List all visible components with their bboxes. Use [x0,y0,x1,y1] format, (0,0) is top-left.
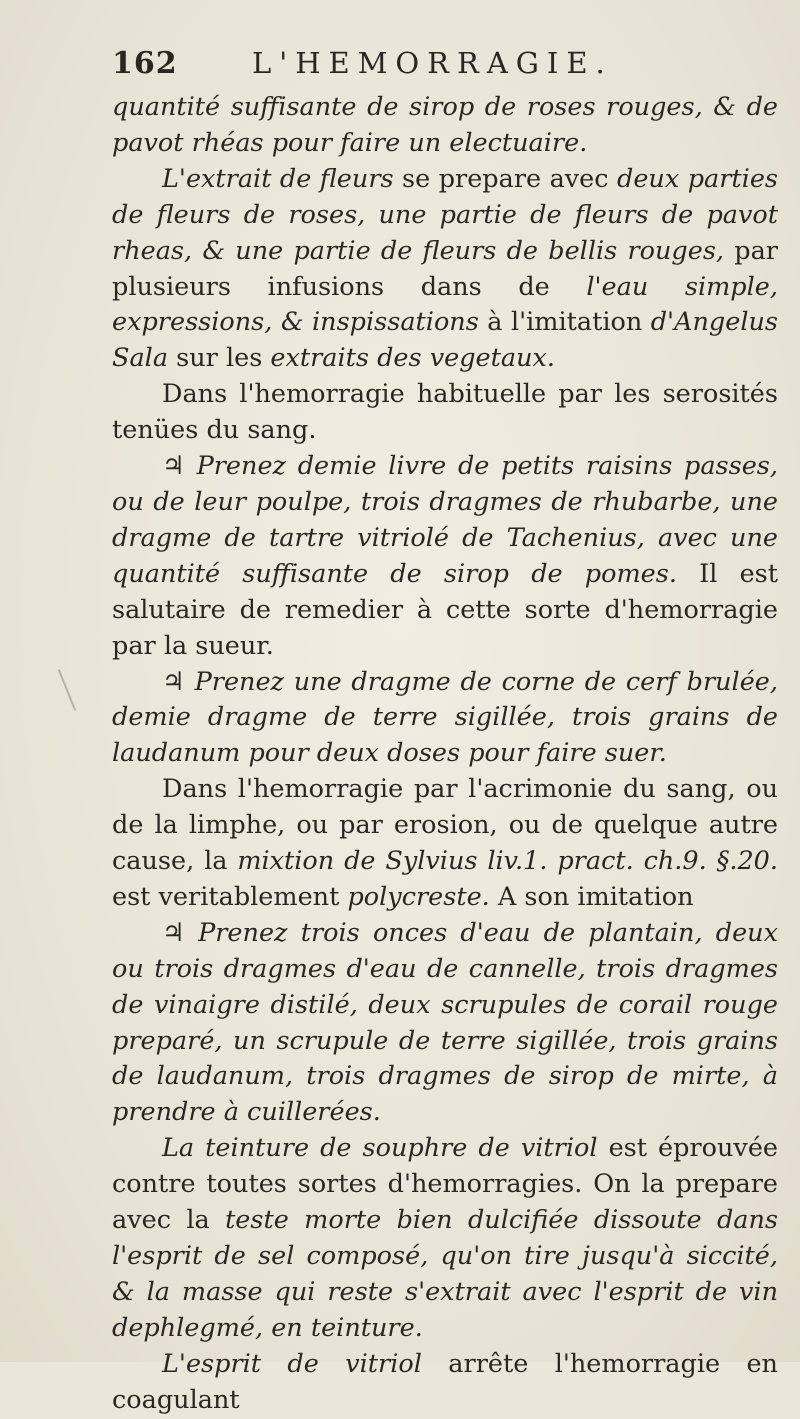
paragraph [112,377,778,449]
italic-text: quantité suffisante de sirop de roses rouges, & de pavot rhéas pour faire un electuaire. [112,92,778,158]
page-number: 162 [112,46,178,81]
roman-text: sur les [168,343,271,374]
roman-text: Il est salutaire de remedier à cette sorte d'hemorragie par la sueur. [112,558,778,661]
italic-text: ♃ Prenez demie livre de petits raisins passes, ou de leur poulpe, trois dragmes de rhubarbe, une dragme de tartre vitriolé de Tachenius, avec une quantité suffisante de sirop de pomes. [112,451,778,589]
italic-text: d'Angelus Sala [112,307,778,374]
page-header [112,46,778,90]
margin-ink-mark [58,669,76,711]
running-head: L'HEMORRAGIE. [252,46,613,80]
roman-text: à l'imitation [478,307,651,338]
roman-text: arrête l'hemorragie en coagulant [112,1348,778,1415]
paragraph [112,90,778,162]
paragraph [112,162,778,377]
roman-text: est éprouvée contre toutes sortes d'hemorragies. On la prepare avec la [112,1133,778,1236]
paragraph [112,665,778,773]
italic-text: ♃ Prenez une dragme de corne de cerf brulée, demie dragme de terre sigillée, trois grains de laudanum pour deux doses pour faire suer. [112,666,778,769]
italic-text: mixtion de Sylvius liv.1. pract. ch.9. §.20. [237,846,779,877]
roman-text: A son imitation [489,881,694,912]
paragraph [112,1347,778,1419]
paragraph [112,916,778,1131]
italic-text: L'extrait de fleurs [162,163,394,194]
paragraph [112,449,778,664]
italic-text: L'esprit de vitriol [162,1348,422,1379]
italic-text: polycreste. [347,881,490,912]
roman-text: se prepare avec [393,163,618,194]
roman-text: par plusieurs infusions dans de [112,235,778,302]
italic-text: l'eau simple, expressions, & inspissations [112,271,778,338]
italic-text: deux parties de fleurs de roses, une partie de fleurs de pavot rheas, & une partie de fleurs de bellis rouges, [112,163,778,266]
italic-text: extraits des vegetaux. [270,343,555,374]
italic-text: ♃ Prenez trois onces d'eau de plantain, deux ou trois dragmes d'eau de cannelle, trois dragmes de vinaigre distilé, deux scrupules de corail rouge preparé, un scrupule de terre sigillée, trois grains de laudanum, trois dragmes de sirop de mirte, à prendre à cuillerées. [112,917,778,1128]
italic-text: La teinture de souphre de vitriol [162,1133,598,1164]
roman-text: Dans l'hemorragie par l'acrimonie du sang, ou de la limphe, ou par erosion, ou de quelque autre cause, la [112,774,778,877]
italic-text: teste morte bien dulcifiée dissoute dans l'esprit de sel composé, qu'on tire jusqu'à siccité, & la masse qui reste s'extrait avec l'esprit de vin dephlegmé, en teinture. [112,1205,778,1343]
paragraph [112,1131,778,1346]
roman-text: est veritablement [112,881,348,912]
paragraph [112,772,778,916]
roman-text: Dans l'hemorragie habituelle par les serosités tenües du sang. [112,379,778,446]
body-text [112,90,778,1419]
